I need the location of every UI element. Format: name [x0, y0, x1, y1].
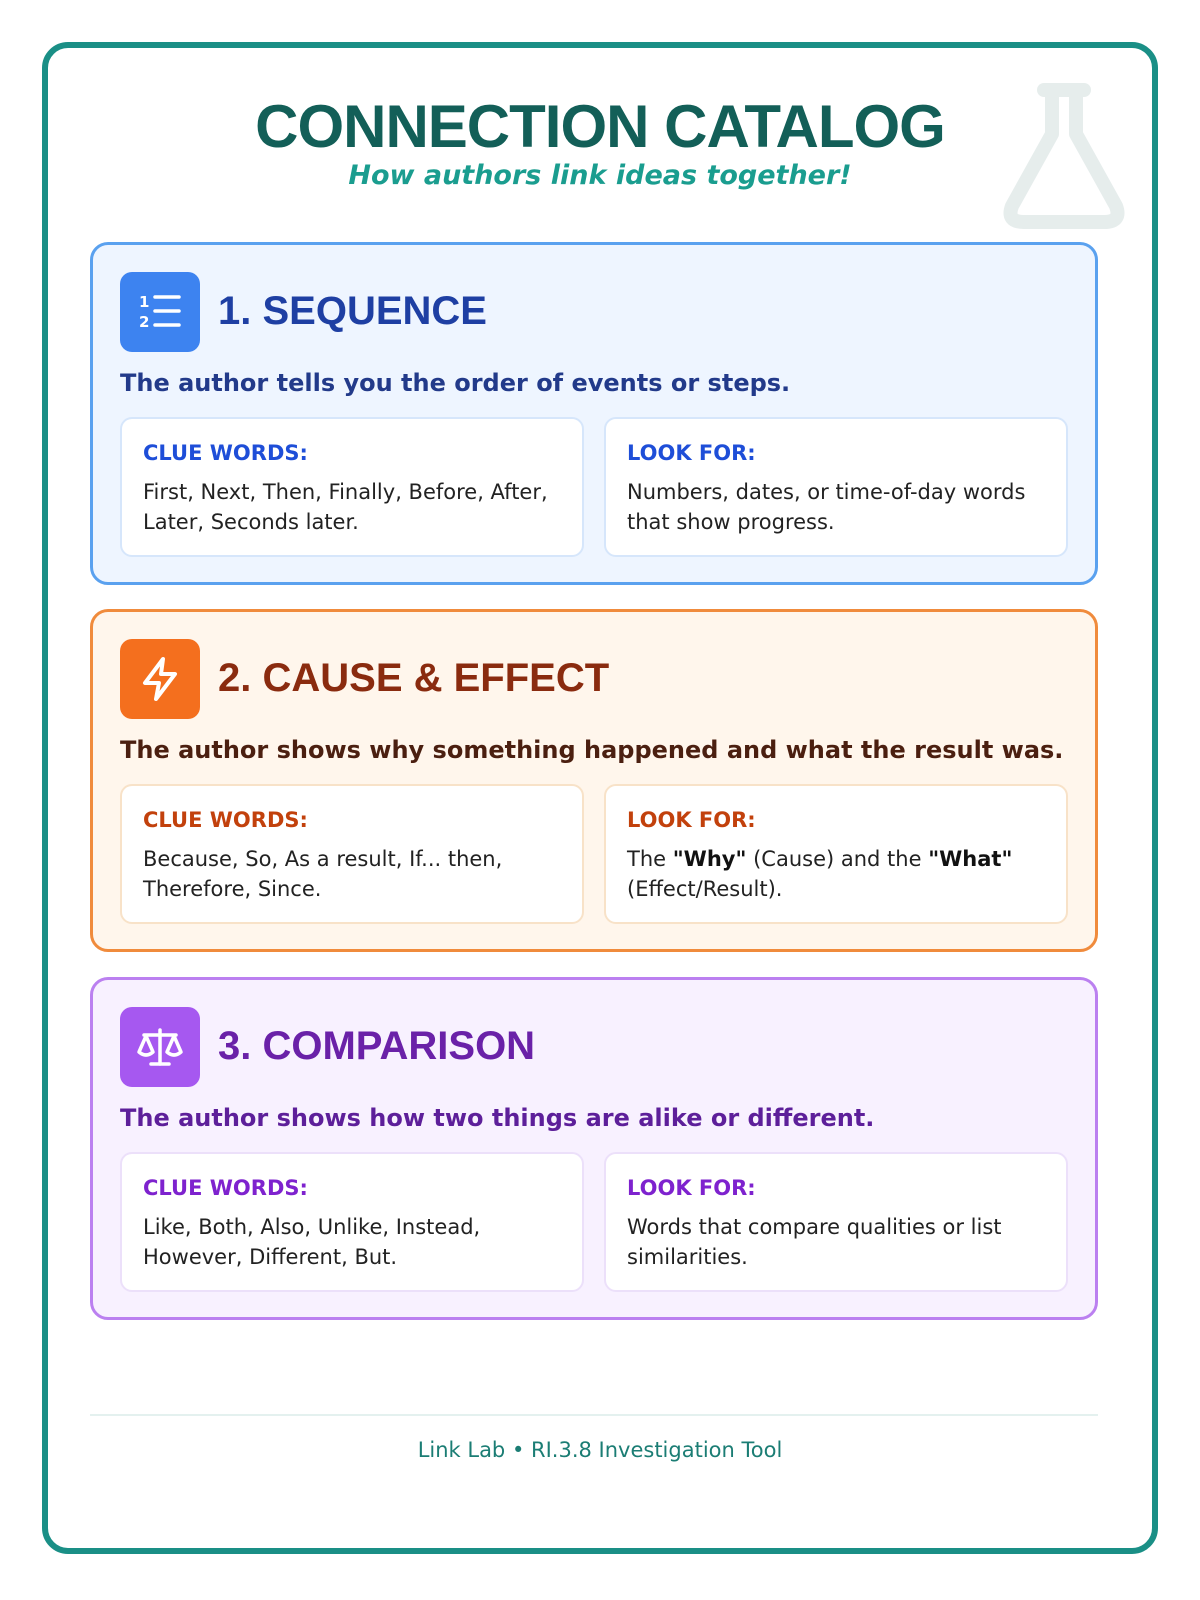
- look-for-label: LOOK FOR:: [627, 1176, 756, 1200]
- clue-words-label: CLUE WORDS:: [143, 441, 308, 465]
- clue-words-box: [120, 1152, 584, 1292]
- svg-text:1: 1: [139, 293, 150, 311]
- page-subtitle: How authors link ideas together!: [348, 160, 852, 191]
- clue-words-text: Like, Both, Also, Unlike, Instead, However, Different, But.: [143, 1215, 481, 1269]
- scales-icon: [120, 1007, 200, 1087]
- clue-words-label: CLUE WORDS:: [143, 1176, 308, 1200]
- lightning-icon: [120, 639, 200, 719]
- clue-words-text: First, Next, Then, Finally, Before, After, Later, Seconds later.: [143, 480, 548, 534]
- clue-words-label: CLUE WORDS:: [143, 808, 308, 832]
- look-for-label: LOOK FOR:: [627, 441, 756, 465]
- look-for-text-part: (Cause) and the: [746, 847, 929, 871]
- catalog-card: [42, 42, 1158, 1554]
- look-for-text: Words that compare qualities or list similarities.: [627, 1215, 1002, 1269]
- section-description: The author shows why something happened and what the result was.: [120, 736, 1064, 764]
- footer-divider: [90, 1414, 1098, 1416]
- look-for-what-emphasis: "What": [928, 847, 1013, 871]
- numbered-list-icon: [120, 272, 200, 352]
- section-comparison: [90, 977, 1098, 1320]
- footer-text: Link Lab • RI.3.8 Investigation Tool: [417, 1438, 783, 1462]
- clue-words-box: [120, 784, 584, 924]
- section-title: 3. COMPARISON: [218, 1024, 536, 1068]
- look-for-text-part: (Effect/Result).: [627, 877, 783, 901]
- look-for-box: [604, 784, 1068, 924]
- clue-words-box: [120, 417, 584, 557]
- svg-text:2: 2: [139, 313, 150, 331]
- look-for-text: [627, 844, 1046, 904]
- look-for-label: LOOK FOR:: [627, 808, 756, 832]
- look-for-text: Numbers, dates, or time-of-day words that show progress.: [627, 480, 1026, 534]
- section-sequence: [90, 242, 1098, 585]
- look-for-text-part: The: [627, 847, 673, 871]
- look-for-box: [604, 417, 1068, 557]
- look-for-why-emphasis: "Why": [672, 847, 747, 871]
- page-title: CONNECTION CATALOG: [255, 93, 945, 160]
- section-title: 1. SEQUENCE: [218, 289, 487, 333]
- section-description: The author tells you the order of events or steps.: [120, 369, 791, 397]
- section-description: The author shows how two things are alike or different.: [120, 1104, 875, 1132]
- clue-words-text: Because, So, As a result, If... then, Therefore, Since.: [143, 847, 503, 901]
- section-cause-effect: [90, 609, 1098, 952]
- section-title: 2. CAUSE & EFFECT: [218, 656, 610, 700]
- look-for-box: [604, 1152, 1068, 1292]
